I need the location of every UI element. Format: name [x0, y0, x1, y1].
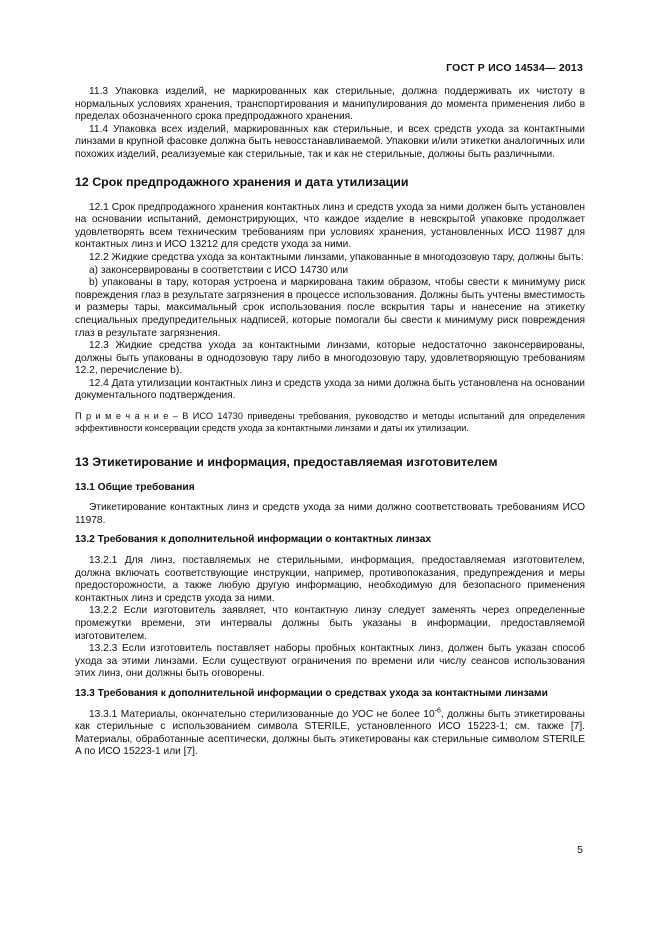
document-body: [75, 86, 585, 759]
note: П р и м е ч а н и е – В ИСО 14730 приведены требования, руководство и методы испытаний для определения эффективности консервации средств ухода за контактными линзами и даты их утилизации.: [75, 411, 585, 433]
paragraph-13-3-1-end: , должны быть этикетированы как стерильные с использованием символа STERILE, установленного ИСО 15223-1; см. также [7]. Материалы, обработанные асептически, должны быть этикетированы как стерильные символом STERILE A по ИСО 15223-1 или [7].: [75, 708, 585, 758]
paragraph-13-1: Этикетирование контактных линз и средств ухода за ними должно соответствовать требованиям ИСО 11978.: [75, 502, 585, 526]
paragraph-12-2: 12.2 Жидкие средства ухода за контактными линзами, упакованные в многодозовую тару, должны быть:: [89, 251, 584, 263]
paragraph-12-3: 12.3 Жидкие средства ухода за контактными линзами, которые недостаточно законсервированы, должны быть упакованы в однодозовую тару либо в многодозовую тару, удовлетворяющую требованиям 12.2, перечисление b).: [75, 340, 585, 377]
list-item-b: b) упакованы в тару, которая устроена и маркирована таким образом, чтобы свести к минимуму риск повреждения глаз в результате загрязнения в процессе использования. Должны быть учтены вместимость и размеры тары, максимальный срок использования после вскрытия тары и нанесение на этикетку специальных предупредительных надписей, которые помогали бы свести к минимуму риск повреждения глаз в результате загрязнения.: [75, 277, 585, 339]
paragraph-11-4: 11.4 Упаковка всех изделий, маркированных как стерильные, и всех средств ухода за контактными линзами в крупной фасовке должна быть невосстанавливаемой. Упаковки и/или этикетки аналогичных или похожих изделий, реализуемые как стерильные, так и как не стерильные, должны быть различными.: [75, 123, 585, 160]
paragraph-13-3-1-start: 13.3.1 Материалы, окончательно стерилизованные до УОС не более 10: [89, 708, 435, 720]
paragraph-12-1: 12.1 Срок предпродажного хранения контактных линз и средств ухода за ними должен быть установлен на основании испытаний, демонстрирующих, что каждое изделие в невскрытой упаковке продолжает удовлетворять всем техническим требованиям при условиях хранения, установленных ИСО 11987 для контактных линз и ИСО 13212 для средств ухода за ними.: [75, 201, 585, 251]
subsection-heading-13-1: 13.1 Общие требования: [75, 481, 195, 493]
paragraph-13-2-2: 13.2.2 Если изготовитель заявляет, что контактную линзу следует заменять через определенные промежутки времени, эти интервалы должны быть указаны в информации, предоставляемой изготовителем.: [75, 605, 585, 642]
section-heading-13: 13 Этикетирование и информация, предоставляемая изготовителем: [75, 454, 498, 469]
section-heading-12: 12 Срок предпродажного хранения и дата утилизации: [75, 174, 409, 189]
paragraph-12-4: 12.4 Дата утилизации контактных линз и средств ухода за ними должна быть установлена на основании документального подтверждения.: [75, 377, 585, 402]
paragraph-13-3-1: [75, 709, 585, 759]
subsection-heading-13-3: 13.3 Требования к дополнительной информации о средствах ухода за контактными линзами: [75, 687, 548, 699]
paragraph-13-2-1: 13.2.1 Для линз, поставляемых не стерильными, информация, предоставляемая изготовителем, должна включать соответствующие инструкции, например, противопоказания, предупреждения и меры предосторожности, а также любую другую информацию, необходимую для безопасного применения контактных линз и средств ухода за ними.: [75, 555, 585, 604]
paragraph-13-2-3: 13.2.3 Если изготовитель поставляет наборы пробных контактных линз, должен быть указан способ ухода за этими линзами. Если существуют ограничения по времени или числу сеансов использования этих линз, они должны быть оговорены.: [75, 643, 585, 680]
paragraph-11-3: 11.3 Упаковка изделий, не маркированных как стерильные, должна поддерживать их чистоту в нормальных условиях хранения, транспортирования и манипулирования до момента применения либо в пределах обозначенного срока предпродажного хранения.: [75, 86, 585, 123]
exponent: -6: [434, 707, 441, 715]
standard-code: ГОСТ Р ИСО 14534— 2013: [446, 62, 583, 74]
page-number: 5: [577, 844, 583, 856]
subsection-heading-13-2: 13.2 Требования к дополнительной информации о контактных линзах: [75, 534, 432, 546]
list-item-a: a) законсервированы в соответствии с ИСО 14730 или: [89, 264, 349, 276]
